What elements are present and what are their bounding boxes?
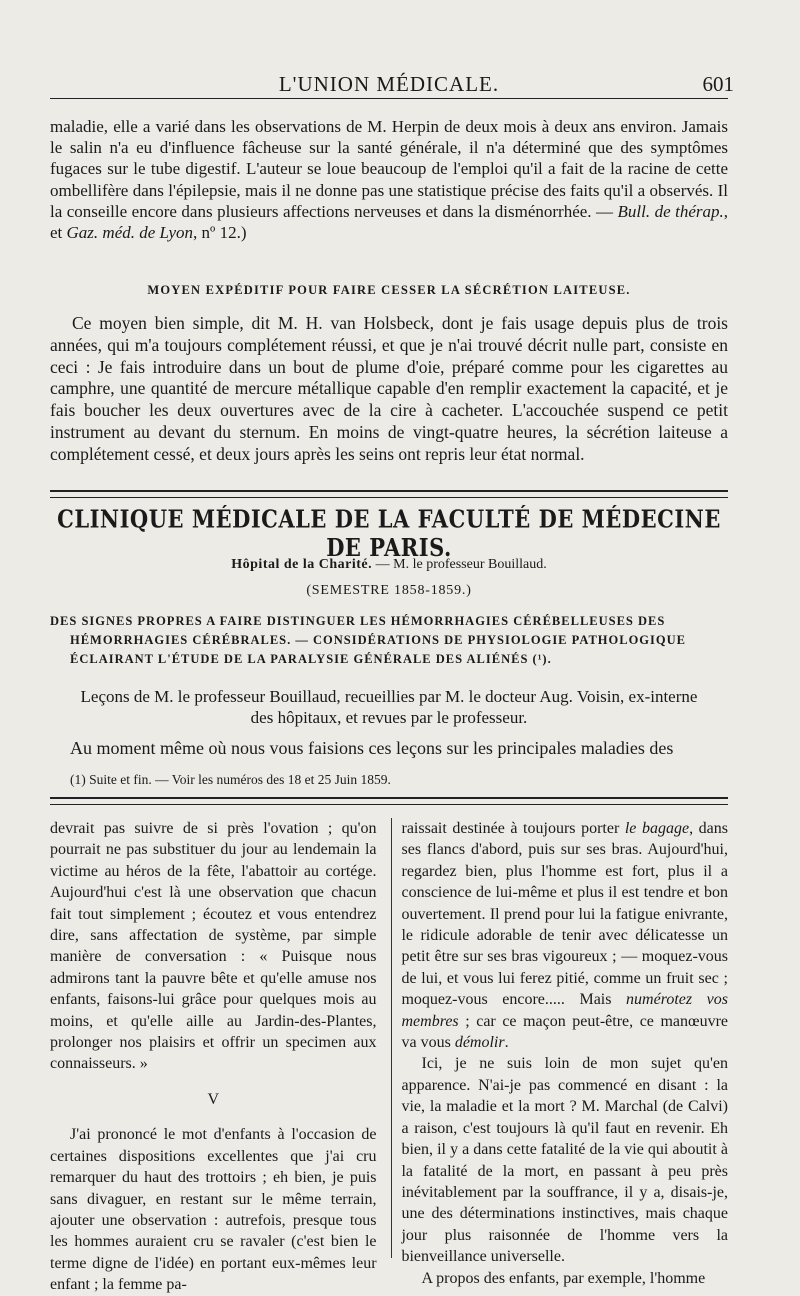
feuilleton-left-column <box>50 818 385 1294</box>
semester-line: (SEMESTRE 1858-1859.) <box>306 583 472 598</box>
feuilleton-columns <box>50 818 728 1294</box>
citation-connector: , et <box>50 201 729 243</box>
running-title: L'UNION MÉDICALE. <box>278 72 500 96</box>
lessons-credit <box>50 686 728 728</box>
right-paragraph-1 <box>401 818 728 1053</box>
double-rule-top <box>50 490 728 498</box>
running-head <box>50 72 734 98</box>
section-heading: MOYEN EXPÉDITIF POUR FAIRE CESSER LA SÉCRÉTION LAITEUSE. <box>147 283 631 297</box>
clinic-title: CLINIQUE MÉDICALE DE LA FACULTÉ DE MÉDECINE DE PARIS. <box>57 504 721 562</box>
right-text-1e: ; car ce maçon peut-être, ce manœuvre va vous <box>401 1012 728 1052</box>
subject-line-1: DES SIGNES PROPRES A FAIRE DISTINGUER LES HÉMORRHAGIES CÉRÉBELLEUSES DES <box>50 614 666 628</box>
lessons-line-2: des hôpitaux, et revues par le professeur. <box>250 708 528 727</box>
clinic-intro: Au moment même où nous vous faisions ces leçons sur les principales maladies des <box>70 738 674 758</box>
header-rule <box>50 98 728 99</box>
subject-heading <box>50 612 728 669</box>
hospital-line <box>50 557 728 573</box>
double-rule-bottom <box>50 797 728 805</box>
page-number: 601 <box>702 72 734 96</box>
right-paragraph-2: Ici, je ne suis loin de mon sujet qu'en apparence. N'ai-je pas commencé en disant : la vie, la maladie et la mort ? M. Marchal (de Calvi) a raison, c'est toujours là qu'il faut en revenir. Eh bien, il y a dans cette fatalité de la vie qui aboutit à la fatalité de la mort, en passant à peu près inévitablement par la souffrance, il y a, disais-je, une des déterminations instinctives, mais chaque jour plus raisonnée de l'homme vers la bienveillance universelle. <box>401 1055 728 1266</box>
right-text-1c: , dans ses flancs d'abord, puis sur ses bras. Aujourd'hui, regardez bien, plus l'homme est fort, plus il a conscience de lui-même et plus il est tendre et bon ouvertement. Il prend pour lui la fatigue enivrante, le ridicule adorable de tenir avec délicatesse un petit être sur ses bras vigoureux ; — moquez-vous de lui, et vous lui ferez pitié, comme un fruit sec ; moquez-vous encore..... Mais <box>401 820 728 1009</box>
subject-line-2: HÉMORRHAGIES CÉRÉBRALES. — CONSIDÉRATIONS DE PHYSIOLOGIE PATHOLOGIQUE <box>70 633 686 647</box>
milk-text: Ce moyen bien simple, dit M. H. van Holsbeck, dont je fais usage depuis plus de trois années, qui m'a toujours complétement réussi, et que je n'ai trouvé décrit nulle part, consiste en ceci : Je fais introduire dans un bout de plume d'oie, préparé comme pour les cigarettes au camphre, une quantité de mercure métallique capable d'en remplir exactement la capacité, et je fais boucher les deux ouvertures avec de la cire à cacheter. L'accouchée suspend ce petit instrument au devant du sternum. En moins de vingt-quatre heures, la sécrétion laiteuse a complétement cessé, et deux jours après les seins ont repris leur état normal. <box>50 313 728 464</box>
right-italic-demolir: démolir <box>454 1034 505 1052</box>
right-text-1g: . <box>504 1034 509 1052</box>
footnote: (1) Suite et fin. — Voir les numéros des 18 et 25 Juin 1859. <box>70 772 391 787</box>
lessons-line-1: Leçons de M. le professeur Bouillaud, recueillies par M. le docteur Aug. Voisin, ex-interne <box>80 687 698 706</box>
continued-paragraph <box>50 116 728 243</box>
feuilleton-right-column <box>397 818 728 1287</box>
citation-bull: Bull. de thérap. <box>617 201 724 221</box>
section-numeral: V <box>207 1090 220 1108</box>
left-paragraph-2: J'ai prononcé le mot d'enfants à l'occasion de certaines dispositions excellentes que j'ai cru remarquer du haut des trottoirs ; eh bien, je puis sans divaguer, en restant sur le même terrain, ajouter une observation : autrefois, presque tous les hommes auraient cru se ravaler (c'est bien le terme digne de l'idée) en portant eux-mêmes leur enfant ; la femme pa- <box>50 1126 377 1294</box>
professor-name: — M. le professeur Bouillaud. <box>372 557 547 572</box>
right-italic-membres: numérotez vos membres <box>401 991 728 1030</box>
subject-line-3: ÉCLAIRANT L'ÉTUDE DE LA PARALYSIE GÉNÉRALE DES ALIÉNÉS (¹). <box>70 652 552 666</box>
milk-paragraph <box>50 313 728 466</box>
continued-text: maladie, elle a varié dans les observations de M. Herpin de deux mois à deux ans environ. Jamais le salin n'a eu d'influence fâcheuse sur la santé générale, il n'a déterminé que des symptômes fugaces sur le tube digestif. L'auteur se loue beaucoup de l'emploi qu'il a fait de la racine de cette ombellifère dans l'épilepsie, mais il ne donne pas une statistique précise des faits qu'il a observés. Il la conseille encore dans plusieurs affections nerveuses et dans la disménorrhée. — <box>50 117 728 221</box>
right-paragraph-3: A propos des enfants, par exemple, l'homme <box>421 1269 706 1287</box>
right-text-1a: raissait destinée à toujours porter <box>401 820 625 837</box>
column-divider <box>391 818 392 1258</box>
right-italic-bagage: le bagage <box>624 820 690 837</box>
left-paragraph-1: devrait pas suivre de si près l'ovation ; qu'on pourrait ne pas substituer du jour au lendemain la victime au héros de la fête, l'abattoir au cortége. Aujourd'hui c'est là une observation que chacun fait tout simplement ; écoutez et vous entendrez dire, sans affectation de système, par simple manière de conversation : « Puisque nous admirons tant la pauvre bête et qu'elle amuse nos enfants, faisons-lui grâce pour quelques mois au moins, et qu'elle aille au Jardin-des-Plantes, prolonger nos plaisirs et offrir un specimen aux connaisseurs. » <box>50 820 377 1073</box>
hospital-name: Hôpital de la Charité. <box>231 557 373 572</box>
citation-end: , nº 12.) <box>193 223 247 243</box>
citation-gaz: Gaz. méd. de Lyon <box>66 223 194 243</box>
